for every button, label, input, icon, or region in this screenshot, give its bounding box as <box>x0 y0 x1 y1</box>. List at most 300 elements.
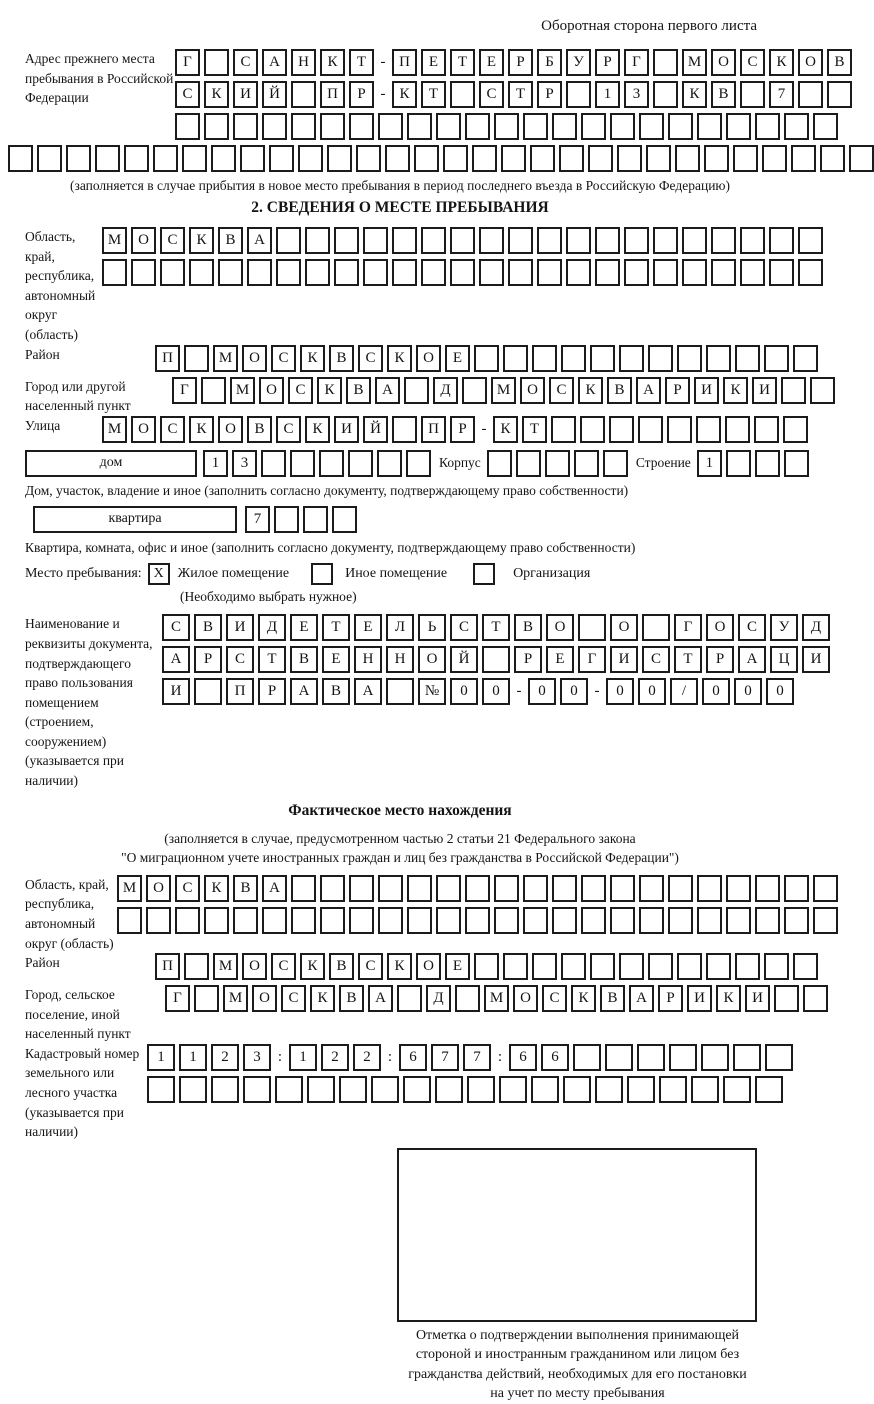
char-box[interactable] <box>503 953 528 980</box>
char-box[interactable] <box>609 416 634 443</box>
char-box[interactable] <box>624 227 649 254</box>
prev-address-row-3[interactable] <box>175 113 852 140</box>
char-box[interactable] <box>726 907 751 934</box>
char-box[interactable] <box>450 259 475 286</box>
char-box[interactable] <box>443 145 468 172</box>
char-box[interactable]: А <box>375 377 400 404</box>
char-box[interactable] <box>435 1076 463 1103</box>
char-box[interactable]: А <box>290 678 318 705</box>
char-box[interactable] <box>740 81 765 108</box>
char-box[interactable] <box>563 1076 591 1103</box>
char-box[interactable]: А <box>162 646 190 673</box>
char-box[interactable] <box>378 113 403 140</box>
char-box[interactable]: С <box>479 81 504 108</box>
fact-oblast-row-1[interactable] <box>117 875 838 902</box>
char-box[interactable]: Т <box>258 646 286 673</box>
char-box[interactable] <box>349 907 374 934</box>
char-box[interactable] <box>637 1044 665 1071</box>
char-box[interactable] <box>211 1076 239 1103</box>
char-box[interactable]: О <box>416 345 441 372</box>
char-box[interactable] <box>397 985 422 1012</box>
char-box[interactable]: К <box>387 345 412 372</box>
char-box[interactable]: / <box>670 678 698 705</box>
char-box[interactable]: М <box>682 49 707 76</box>
char-box[interactable] <box>639 113 664 140</box>
char-box[interactable] <box>211 145 236 172</box>
char-box[interactable]: 7 <box>769 81 794 108</box>
fact-oblast-row-2[interactable] <box>117 907 838 934</box>
char-box[interactable]: Ц <box>770 646 798 673</box>
char-box[interactable] <box>711 227 736 254</box>
char-box[interactable] <box>378 907 403 934</box>
char-box[interactable]: О <box>218 416 243 443</box>
char-box[interactable]: С <box>226 646 254 673</box>
char-box[interactable] <box>827 81 852 108</box>
char-box[interactable] <box>102 259 127 286</box>
char-box[interactable] <box>276 259 301 286</box>
char-box[interactable]: П <box>226 678 254 705</box>
char-box[interactable]: М <box>102 416 127 443</box>
char-box[interactable] <box>668 907 693 934</box>
char-box[interactable] <box>474 953 499 980</box>
char-box[interactable] <box>334 227 359 254</box>
rayon-row[interactable] <box>155 345 818 372</box>
char-box[interactable]: Т <box>450 49 475 76</box>
char-box[interactable] <box>740 227 765 254</box>
char-box[interactable]: 1 <box>595 81 620 108</box>
char-box[interactable]: М <box>491 377 516 404</box>
char-box[interactable] <box>617 145 642 172</box>
char-box[interactable] <box>386 678 414 705</box>
char-box[interactable] <box>668 875 693 902</box>
char-box[interactable]: П <box>392 49 417 76</box>
char-box[interactable] <box>697 907 722 934</box>
char-box[interactable]: А <box>354 678 382 705</box>
char-box[interactable]: Р <box>514 646 542 673</box>
char-box[interactable] <box>124 145 149 172</box>
char-box[interactable] <box>648 345 673 372</box>
char-box[interactable] <box>320 907 345 934</box>
char-box[interactable]: О <box>252 985 277 1012</box>
char-box[interactable] <box>610 907 635 934</box>
char-box[interactable] <box>704 145 729 172</box>
char-box[interactable]: Т <box>522 416 547 443</box>
char-box[interactable]: М <box>102 227 127 254</box>
ulitsa-row[interactable] <box>102 416 808 443</box>
char-box[interactable]: П <box>155 953 180 980</box>
char-box[interactable]: В <box>339 985 364 1012</box>
char-box[interactable] <box>682 227 707 254</box>
char-box[interactable]: 3 <box>243 1044 271 1071</box>
char-box[interactable]: Е <box>290 614 318 641</box>
char-box[interactable] <box>404 377 429 404</box>
char-box[interactable]: Й <box>450 646 478 673</box>
char-box[interactable]: В <box>247 416 272 443</box>
char-box[interactable] <box>755 450 780 477</box>
char-box[interactable] <box>320 113 345 140</box>
char-box[interactable]: С <box>160 227 185 254</box>
char-box[interactable]: Т <box>508 81 533 108</box>
char-box[interactable]: О <box>131 416 156 443</box>
char-box[interactable]: Е <box>445 953 470 980</box>
char-box[interactable]: К <box>387 953 412 980</box>
char-box[interactable] <box>783 416 808 443</box>
char-box[interactable] <box>348 450 373 477</box>
char-box[interactable]: Г <box>172 377 197 404</box>
char-box[interactable]: У <box>770 614 798 641</box>
char-box[interactable] <box>487 450 512 477</box>
char-box[interactable] <box>791 145 816 172</box>
char-box[interactable] <box>262 113 287 140</box>
char-box[interactable] <box>450 81 475 108</box>
char-box[interactable] <box>194 678 222 705</box>
char-box[interactable]: В <box>194 614 222 641</box>
char-box[interactable]: С <box>175 875 200 902</box>
char-box[interactable]: А <box>629 985 654 1012</box>
char-box[interactable] <box>482 646 510 673</box>
char-box[interactable]: Д <box>433 377 458 404</box>
char-box[interactable]: В <box>218 227 243 254</box>
char-box[interactable]: О <box>520 377 545 404</box>
char-box[interactable]: Д <box>802 614 830 641</box>
char-box[interactable]: 1 <box>147 1044 175 1071</box>
char-box[interactable] <box>243 1076 271 1103</box>
char-box[interactable]: Р <box>665 377 690 404</box>
char-box[interactable] <box>781 377 806 404</box>
char-box[interactable] <box>303 506 328 533</box>
char-box[interactable] <box>610 875 635 902</box>
char-box[interactable] <box>240 145 265 172</box>
char-box[interactable] <box>755 1076 783 1103</box>
char-box[interactable] <box>508 227 533 254</box>
char-box[interactable] <box>774 985 799 1012</box>
char-box[interactable]: К <box>493 416 518 443</box>
char-box[interactable] <box>659 1076 687 1103</box>
char-box[interactable] <box>813 113 838 140</box>
char-box[interactable] <box>706 345 731 372</box>
char-box[interactable] <box>465 907 490 934</box>
char-box[interactable] <box>578 614 606 641</box>
char-box[interactable]: О <box>259 377 284 404</box>
char-box[interactable] <box>619 953 644 980</box>
char-box[interactable]: В <box>329 953 354 980</box>
zhiloe-checkbox[interactable]: X <box>148 563 170 585</box>
char-box[interactable] <box>516 450 541 477</box>
inoe-checkbox[interactable] <box>311 563 333 585</box>
char-box[interactable] <box>349 113 374 140</box>
char-box[interactable]: О <box>131 227 156 254</box>
char-box[interactable] <box>450 227 475 254</box>
char-box[interactable] <box>639 907 664 934</box>
char-box[interactable] <box>682 259 707 286</box>
char-box[interactable]: С <box>160 416 185 443</box>
char-box[interactable]: О <box>711 49 736 76</box>
char-box[interactable] <box>332 506 357 533</box>
char-box[interactable] <box>605 1044 633 1071</box>
char-box[interactable]: С <box>233 49 258 76</box>
char-box[interactable] <box>189 259 214 286</box>
char-box[interactable] <box>545 450 570 477</box>
char-box[interactable] <box>706 953 731 980</box>
char-box[interactable] <box>414 145 439 172</box>
char-box[interactable]: 0 <box>606 678 634 705</box>
char-box[interactable] <box>581 875 606 902</box>
char-box[interactable] <box>595 1076 623 1103</box>
char-box[interactable] <box>581 907 606 934</box>
char-box[interactable]: К <box>578 377 603 404</box>
fact-rayon-row[interactable] <box>155 953 818 980</box>
char-box[interactable] <box>184 953 209 980</box>
char-box[interactable]: Р <box>537 81 562 108</box>
char-box[interactable] <box>298 145 323 172</box>
char-box[interactable] <box>574 450 599 477</box>
char-box[interactable] <box>37 145 62 172</box>
char-box[interactable]: С <box>281 985 306 1012</box>
char-box[interactable] <box>523 907 548 934</box>
char-box[interactable] <box>467 1076 495 1103</box>
char-box[interactable] <box>305 259 330 286</box>
char-box[interactable]: И <box>745 985 770 1012</box>
char-box[interactable] <box>646 145 671 172</box>
char-box[interactable]: Е <box>445 345 470 372</box>
char-box[interactable]: В <box>329 345 354 372</box>
char-box[interactable] <box>573 1044 601 1071</box>
char-box[interactable]: 3 <box>624 81 649 108</box>
char-box[interactable] <box>531 1076 559 1103</box>
char-box[interactable]: М <box>484 985 509 1012</box>
char-box[interactable]: Т <box>421 81 446 108</box>
char-box[interactable] <box>204 49 229 76</box>
char-box[interactable]: Р <box>450 416 475 443</box>
char-box[interactable] <box>701 1044 729 1071</box>
char-box[interactable] <box>349 875 374 902</box>
char-box[interactable]: И <box>694 377 719 404</box>
char-box[interactable]: И <box>162 678 190 705</box>
char-box[interactable] <box>619 345 644 372</box>
char-box[interactable] <box>561 345 586 372</box>
char-box[interactable] <box>764 953 789 980</box>
char-box[interactable]: В <box>600 985 625 1012</box>
char-box[interactable] <box>474 345 499 372</box>
char-box[interactable] <box>363 227 388 254</box>
char-box[interactable] <box>726 875 751 902</box>
char-box[interactable] <box>798 81 823 108</box>
char-box[interactable] <box>552 875 577 902</box>
char-box[interactable]: В <box>290 646 318 673</box>
char-box[interactable] <box>462 377 487 404</box>
char-box[interactable]: В <box>827 49 852 76</box>
char-box[interactable] <box>305 227 330 254</box>
char-box[interactable]: У <box>566 49 591 76</box>
char-box[interactable]: Р <box>508 49 533 76</box>
char-box[interactable] <box>378 875 403 902</box>
char-box[interactable] <box>465 113 490 140</box>
char-box[interactable]: 2 <box>353 1044 381 1071</box>
char-box[interactable] <box>218 259 243 286</box>
char-box[interactable]: К <box>189 416 214 443</box>
char-box[interactable] <box>392 227 417 254</box>
char-box[interactable] <box>407 875 432 902</box>
char-box[interactable]: И <box>610 646 638 673</box>
char-box[interactable] <box>392 416 417 443</box>
char-box[interactable] <box>537 227 562 254</box>
char-box[interactable] <box>385 145 410 172</box>
char-box[interactable]: О <box>546 614 574 641</box>
char-box[interactable]: М <box>223 985 248 1012</box>
char-box[interactable]: 7 <box>463 1044 491 1071</box>
char-box[interactable] <box>610 113 635 140</box>
char-box[interactable] <box>262 907 287 934</box>
char-box[interactable] <box>204 113 229 140</box>
char-box[interactable]: С <box>288 377 313 404</box>
char-box[interactable] <box>566 259 591 286</box>
char-box[interactable]: А <box>368 985 393 1012</box>
char-box[interactable]: 1 <box>203 450 228 477</box>
char-box[interactable] <box>769 259 794 286</box>
char-box[interactable]: 6 <box>509 1044 537 1071</box>
char-box[interactable] <box>733 1044 761 1071</box>
char-box[interactable]: 1 <box>697 450 722 477</box>
char-box[interactable]: В <box>711 81 736 108</box>
char-box[interactable]: 0 <box>702 678 730 705</box>
char-box[interactable]: С <box>450 614 478 641</box>
char-box[interactable] <box>494 875 519 902</box>
char-box[interactable] <box>755 907 780 934</box>
char-box[interactable] <box>291 875 316 902</box>
char-box[interactable] <box>465 875 490 902</box>
char-box[interactable]: О <box>610 614 638 641</box>
char-box[interactable] <box>494 113 519 140</box>
char-box[interactable] <box>784 875 809 902</box>
char-box[interactable] <box>261 450 286 477</box>
char-box[interactable] <box>175 113 200 140</box>
char-box[interactable] <box>624 259 649 286</box>
char-box[interactable] <box>8 145 33 172</box>
char-box[interactable]: 1 <box>179 1044 207 1071</box>
char-box[interactable]: К <box>392 81 417 108</box>
char-box[interactable] <box>182 145 207 172</box>
char-box[interactable] <box>327 145 352 172</box>
char-box[interactable] <box>233 113 258 140</box>
char-box[interactable] <box>769 227 794 254</box>
char-box[interactable]: К <box>320 49 345 76</box>
char-box[interactable]: П <box>155 345 180 372</box>
char-box[interactable] <box>588 145 613 172</box>
char-box[interactable]: Д <box>258 614 286 641</box>
char-box[interactable] <box>784 113 809 140</box>
char-box[interactable] <box>66 145 91 172</box>
char-box[interactable]: И <box>687 985 712 1012</box>
char-box[interactable] <box>275 1076 303 1103</box>
char-box[interactable]: Г <box>578 646 606 673</box>
char-box[interactable] <box>291 113 316 140</box>
char-box[interactable] <box>363 259 388 286</box>
char-box[interactable] <box>755 875 780 902</box>
char-box[interactable]: К <box>310 985 335 1012</box>
char-box[interactable] <box>697 113 722 140</box>
char-box[interactable] <box>532 953 557 980</box>
char-box[interactable]: 0 <box>482 678 510 705</box>
char-box[interactable] <box>784 450 809 477</box>
char-box[interactable] <box>276 227 301 254</box>
char-box[interactable]: 0 <box>560 678 588 705</box>
kadastr-row-1[interactable] <box>147 1044 793 1071</box>
char-box[interactable] <box>735 953 760 980</box>
char-box[interactable] <box>247 259 272 286</box>
char-box[interactable]: Е <box>322 646 350 673</box>
char-box[interactable]: Т <box>482 614 510 641</box>
char-box[interactable] <box>798 259 823 286</box>
char-box[interactable]: Л <box>386 614 414 641</box>
char-box[interactable]: С <box>358 953 383 980</box>
char-box[interactable]: Р <box>349 81 374 108</box>
char-box[interactable]: К <box>571 985 596 1012</box>
char-box[interactable] <box>784 907 809 934</box>
char-box[interactable]: Е <box>546 646 574 673</box>
prev-address-row-2[interactable] <box>175 81 852 108</box>
char-box[interactable]: Н <box>386 646 414 673</box>
char-box[interactable]: С <box>271 345 296 372</box>
char-box[interactable]: С <box>738 614 766 641</box>
char-box[interactable] <box>754 416 779 443</box>
char-box[interactable] <box>723 1076 751 1103</box>
char-box[interactable]: П <box>320 81 345 108</box>
char-box[interactable]: О <box>242 345 267 372</box>
char-box[interactable]: 1 <box>289 1044 317 1071</box>
char-box[interactable] <box>810 377 835 404</box>
char-box[interactable] <box>291 81 316 108</box>
char-box[interactable]: С <box>175 81 200 108</box>
char-box[interactable] <box>696 416 721 443</box>
char-box[interactable]: К <box>305 416 330 443</box>
char-box[interactable] <box>503 345 528 372</box>
char-box[interactable]: М <box>230 377 255 404</box>
char-box[interactable] <box>95 145 120 172</box>
char-box[interactable] <box>653 227 678 254</box>
char-box[interactable] <box>436 875 461 902</box>
char-box[interactable] <box>319 450 344 477</box>
char-box[interactable]: А <box>262 49 287 76</box>
char-box[interactable]: № <box>418 678 446 705</box>
char-box[interactable]: К <box>769 49 794 76</box>
char-box[interactable] <box>131 259 156 286</box>
char-box[interactable]: К <box>300 953 325 980</box>
char-box[interactable] <box>377 450 402 477</box>
char-box[interactable]: С <box>276 416 301 443</box>
prev-address-row-4[interactable] <box>8 145 775 172</box>
oblast-row-1[interactable] <box>102 227 823 254</box>
char-box[interactable]: 0 <box>528 678 556 705</box>
char-box[interactable] <box>820 145 845 172</box>
char-box[interactable] <box>494 907 519 934</box>
char-box[interactable] <box>371 1076 399 1103</box>
char-box[interactable]: М <box>213 953 238 980</box>
char-box[interactable]: С <box>642 646 670 673</box>
char-box[interactable] <box>667 416 692 443</box>
char-box[interactable]: В <box>233 875 258 902</box>
char-box[interactable]: 0 <box>766 678 794 705</box>
kvartira-cells[interactable] <box>245 506 357 533</box>
char-box[interactable]: Т <box>322 614 350 641</box>
char-box[interactable]: С <box>542 985 567 1012</box>
char-box[interactable]: Г <box>175 49 200 76</box>
char-box[interactable] <box>334 259 359 286</box>
char-box[interactable] <box>733 145 758 172</box>
kvartira-box[interactable] <box>33 506 237 533</box>
char-box[interactable] <box>523 113 548 140</box>
char-box[interactable] <box>653 49 678 76</box>
char-box[interactable] <box>566 227 591 254</box>
